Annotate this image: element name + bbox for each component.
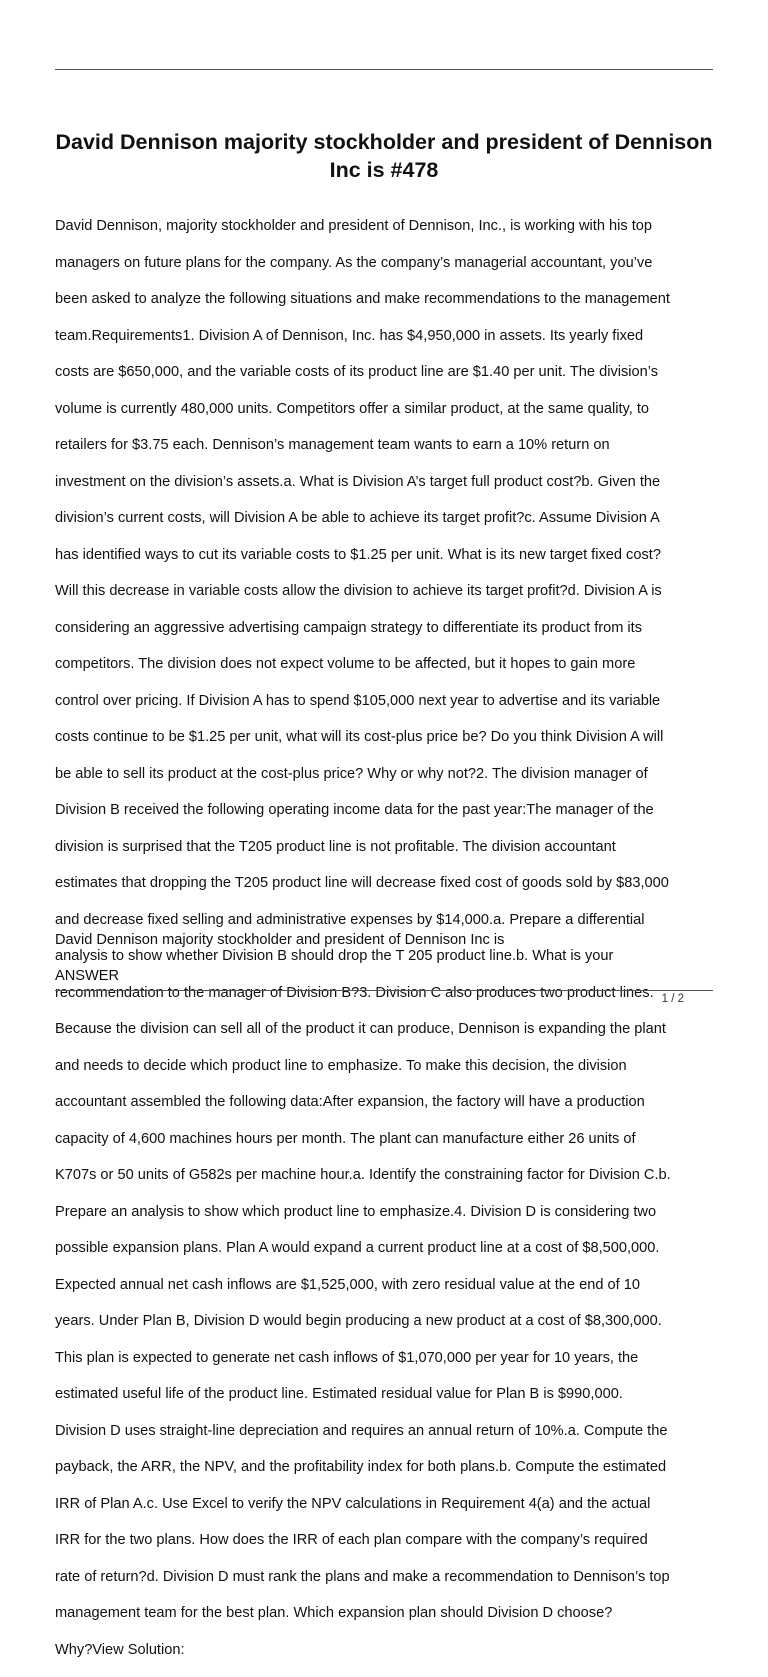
body-line: Why?View Solution:	[55, 1641, 185, 1658]
body-line: accountant assembled the following data:After expansion, the factory will have a production	[55, 1094, 645, 1111]
body-line: David Dennison, majority stockholder and president of Dennison, Inc., is working with his top	[55, 218, 653, 235]
body-line: Prepare an analysis to show which product line to emphasize.4. Division D is considering two	[55, 1203, 657, 1220]
body-line: IRR for the two plans. How does the IRR of each plan compare with the company’s required	[55, 1532, 648, 1549]
body-line: competitors. The division does not expect volume to be affected, but it hopes to gain more	[55, 656, 636, 673]
body-line: Division D uses straight-line depreciation and requires an annual return of 10%.a. Compute the	[55, 1422, 668, 1439]
body-line: team.Requirements1. Division A of Dennison, Inc. has $4,950,000 in assets. Its yearly fixed	[55, 327, 644, 344]
body-line: retailers for $3.75 each. Dennison’s management team wants to earn a 10% return on	[55, 437, 610, 454]
bottom-divider	[55, 990, 713, 991]
body-line: and needs to decide which product line to emphasize. To make this decision, the division	[55, 1057, 627, 1074]
body-line: This plan is expected to generate net cash inflows of $1,070,000 per year for 10 years, the	[55, 1349, 639, 1366]
body-line: division’s current costs, will Division A be able to achieve its target profit?c. Assume Division A	[55, 510, 660, 527]
body-line: costs are $650,000, and the variable costs of its product line are $1.40 per unit. The division’s	[55, 364, 659, 381]
body-line: Because the division can sell all of the product it can produce, Dennison is expanding the plant	[55, 1021, 666, 1038]
body-line: Expected annual net cash inflows are $1,525,000, with zero residual value at the end of 10	[55, 1276, 640, 1293]
body-line: costs continue to be $1.25 per unit, what will its cost-plus price be? Do you think Division A will	[55, 729, 664, 746]
body-line: analysis to show whether Division B should drop the T 205 product line.b. What is your	[55, 948, 614, 965]
answer-label: ANSWER	[55, 968, 120, 984]
body-line: management team for the best plan. Which expansion plan should Division D choose?	[55, 1605, 613, 1622]
body-line: been asked to analyze the following situations and make recommendations to the management	[55, 291, 670, 308]
body-line: estimated useful life of the product line. Estimated residual value for Plan B is $990,000.	[55, 1386, 623, 1403]
body-line: control over pricing. If Division A has to spend $105,000 next year to advertise and its variable	[55, 692, 661, 709]
body-line: recommendation to the manager of Division B?3. Division C also produces two product lines.	[55, 984, 654, 1001]
body-line: division is surprised that the T205 product line is not profitable. The division accountant	[55, 838, 616, 855]
body-line: possible expansion plans. Plan A would expand a current product line at a cost of $8,500,000.	[55, 1240, 660, 1257]
body-line: Will this decrease in variable costs allow the division to achieve its target profit?d. Division A is	[55, 583, 662, 600]
top-divider	[55, 69, 713, 70]
body-line: and decrease fixed selling and administrative expenses by $14,000.a. Prepare a differential	[55, 911, 645, 928]
body-line: be able to sell its product at the cost-plus price? Why or why not?2. The division manager of	[55, 765, 648, 782]
body-line: Division B received the following operating income data for the past year:The manager of the	[55, 802, 654, 819]
body-line: volume is currently 480,000 units. Competitors offer a similar product, at the same quality, to	[55, 400, 650, 417]
body-line: has identified ways to cut its variable costs to $1.25 per unit. What is its new target fixed cost?	[55, 546, 661, 563]
body-line: investment on the division’s assets.a. What is Division A’s target full product cost?b. Given the	[55, 473, 661, 490]
body-line: rate of return?d. Division D must rank the plans and make a recommendation to Dennison’s top	[55, 1568, 670, 1585]
page-number: 1 / 2	[661, 993, 684, 1005]
body-line: years. Under Plan B, Division D would begin producing a new product at a cost of $8,300,000.	[55, 1313, 662, 1330]
body-line: payback, the ARR, the NPV, and the profitability index for both plans.b. Compute the estimated	[55, 1459, 667, 1476]
body-line: managers on future plans for the company. As the company’s managerial accountant, you’ve	[55, 254, 653, 271]
document-title: David Dennison majority stockholder and president of Dennison Inc is #478	[55, 130, 713, 182]
body-line: IRR of Plan A.c. Use Excel to verify the NPV calculations in Requirement 4(a) and the actual	[55, 1495, 651, 1512]
solution-heading: David Dennison majority stockholder and president of Dennison Inc is	[55, 932, 505, 948]
body-line: estimates that dropping the T205 product line will decrease fixed cost of goods sold by $83,000	[55, 875, 669, 892]
body-line: K707s or 50 units of G582s per machine hour.a. Identify the constraining factor for Division C.b.	[55, 1167, 671, 1184]
body-line: capacity of 4,600 machines hours per month. The plant can manufacture either 26 units of	[55, 1130, 636, 1147]
body-line: considering an aggressive advertising campaign strategy to differentiate its product from its	[55, 619, 643, 636]
